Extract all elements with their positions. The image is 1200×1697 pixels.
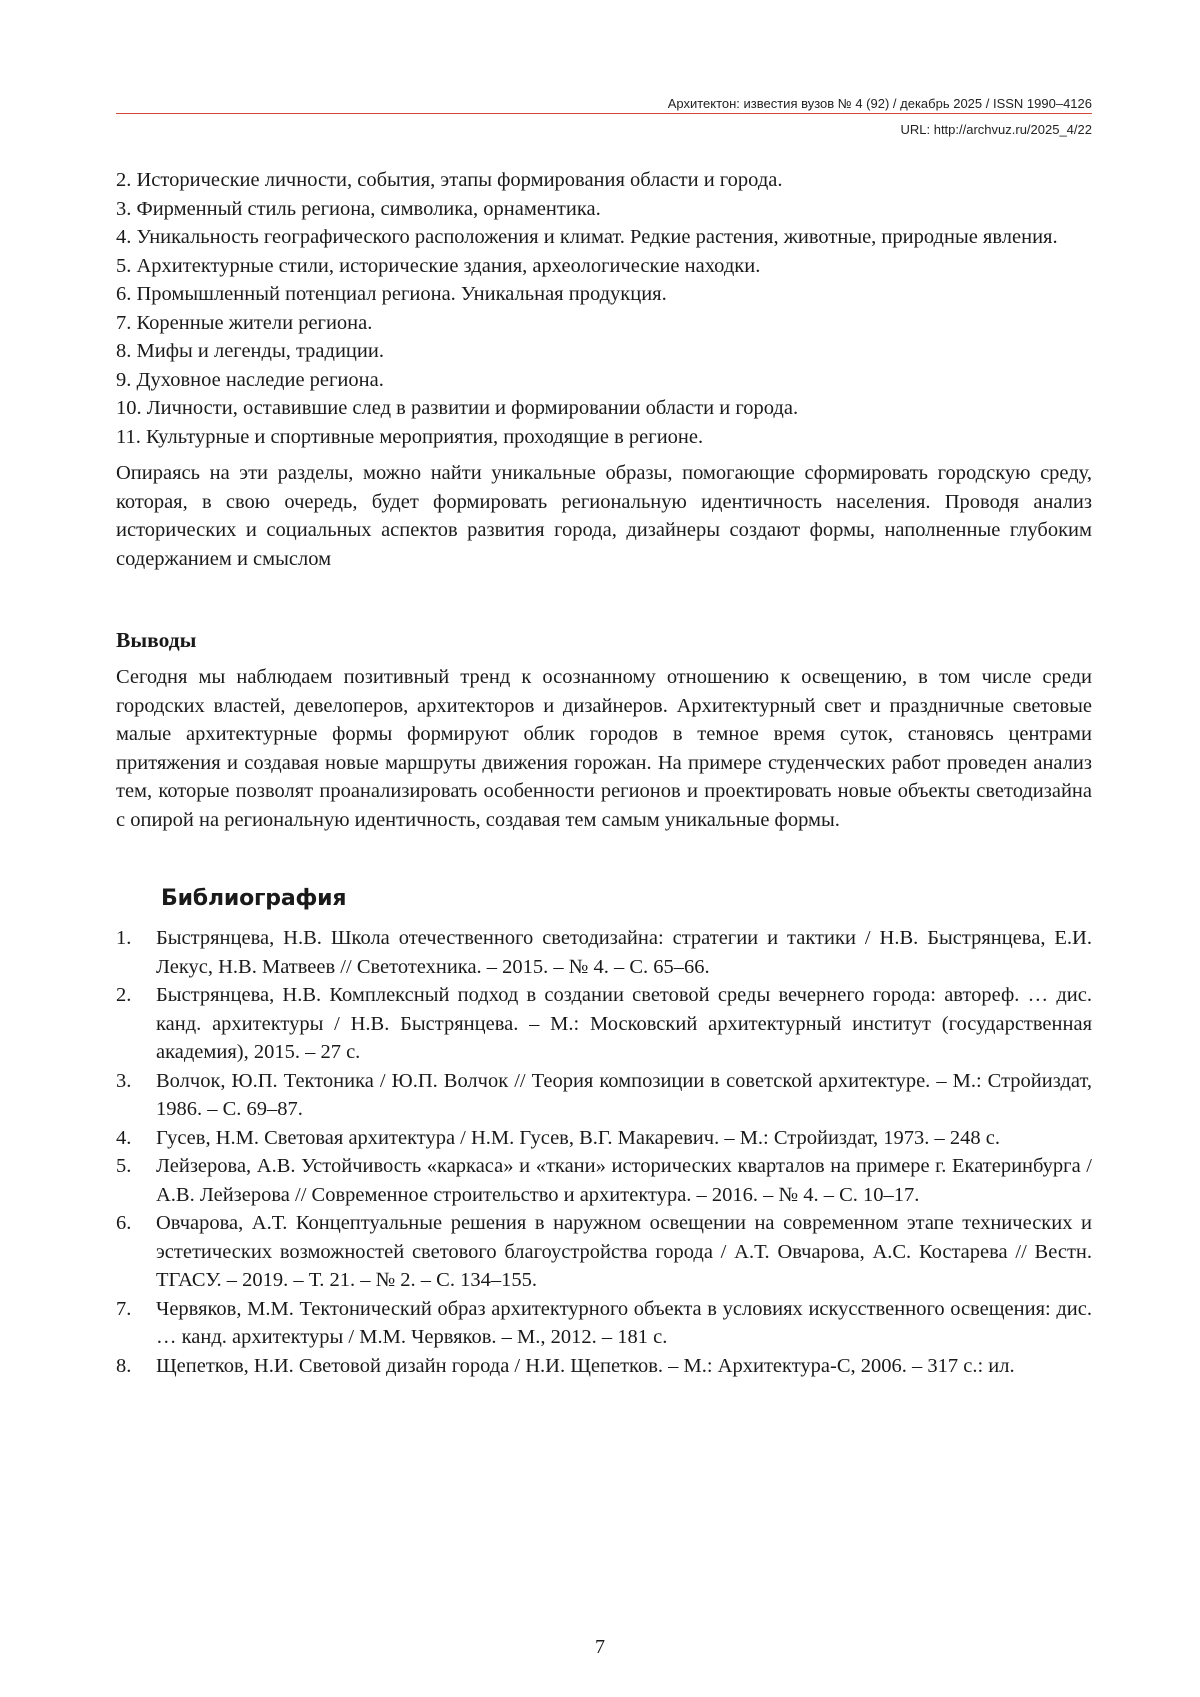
topics-list — [116, 166, 1092, 451]
bibliography-item-text: Гусев, Н.М. Световая архитектура / Н.М. Гусев, В.Г. Макаревич. – М.: Стройиздат, 1973. – 248 с. — [156, 1126, 1001, 1149]
bibliography-item-text: Быстрянцева, Н.В. Школа отечественного светодизайна: стратегии и тактики / Н.В. Быстрянцева, Е.И. Лекус, Н.В. Матвеев // Светотехника. – 2015. – № 4. – С. 65–66. — [156, 927, 1092, 978]
bibliography-item-number: 8. — [116, 1354, 132, 1377]
list-item: 11. Культурные и спортивные мероприятия, проходящие в регионе. — [116, 425, 704, 448]
list-item: 5. Архитектурные стили, исторические здания, археологические находки. — [116, 254, 761, 277]
list-item: 7. Коренные жители региона. — [116, 311, 373, 334]
bibliography-item — [116, 1352, 1092, 1381]
list-item: 9. Духовное наследие региона. — [116, 368, 384, 391]
list-item: 6. Промышленный потенциал региона. Уникальная продукция. — [116, 283, 667, 305]
article-url[interactable]: URL: http://archvuz.ru/2025_4/22 — [900, 122, 1092, 137]
bibliography-item — [116, 1295, 1092, 1352]
bibliography-item-number: 6. — [116, 1212, 132, 1234]
bibliography-heading: Библиография — [161, 886, 347, 911]
bibliography-item-number: 5. — [116, 1155, 132, 1177]
bibliography-item-text: Овчарова, А.Т. Концептуальные решения в наружном освещении на современном этапе технических и эстетических возможностей светового благоустройства города / А.Т. Овчарова, А.С. Костарева // Вестн. ТГАСУ. – 2019. – Т. 21. – № 2. – С. 134–155. — [156, 1212, 1092, 1291]
list-item: 3. Фирменный стиль региона, символика, орнаментика. — [116, 197, 601, 220]
bibliography-item-text: Червяков, М.М. Тектонический образ архитектурного объекта в условиях искусственного освещения: дис. … канд. архитектуры / М.М. Червяков. – М., 2012. – 181 с. — [156, 1297, 1092, 1348]
bibliography-list — [116, 924, 1092, 1380]
bibliography-item-number: 3. — [116, 1069, 132, 1092]
bibliography-item — [116, 1124, 1092, 1153]
list-item: 2. Исторические личности, события, этапы формирования области и города. — [116, 169, 783, 191]
list-item: 8. Мифы и легенды, традиции. — [116, 340, 384, 362]
bibliography-item-text: Лейзерова, А.В. Устойчивость «каркаса» и «ткани» исторических кварталов на примере г. Екатеринбурга / А.В. Лейзерова // Современное строительство и архитектура. – 2016. – № 4. – С. 10–17. — [156, 1155, 1092, 1206]
page-number: 7 — [595, 1636, 605, 1658]
body-paragraph: Опираясь на эти разделы, можно найти уникальные образы, помогающие сформировать городскую среду, которая, в свою очередь, будет формировать региональную идентичность населения. Проводя анализ исторических и социальных аспектов развития города, дизайнеры создают формы, наполненные глубоким содержанием и смыслом — [116, 462, 1092, 570]
list-item: 4. Уникальность географического расположения и климат. Редкие растения, животные, природные явления. — [116, 226, 1058, 248]
conclusions-paragraph: Сегодня мы наблюдаем позитивный тренд к осознанному отношению к освещению, в том числе среди городских властей, девелоперов, архитекторов и дизайнеров. Архитектурный свет и праздничные световые малые архитектурные формы формируют облик городов в темное время суток, становясь центрами притяжения и создавая новые маршруты движения горожан. На примере студенческих работ проведен анализ тем, которые позволят проанализировать особенности регионов и проектировать новые объекты светодизайна с опирой на региональную идентичность, создавая тем самым уникальные формы. — [116, 666, 1092, 831]
bibliography-item-number: 2. — [116, 984, 132, 1006]
list-item: 10. Личности, оставившие след в развитии и формировании области и города. — [116, 397, 799, 419]
conclusions-heading: Выводы — [116, 628, 197, 652]
bibliography-item — [116, 924, 1092, 981]
main-content — [116, 166, 1092, 1380]
running-header — [116, 96, 1092, 138]
bibliography-item-number: 7. — [116, 1297, 132, 1320]
bibliography-item-number: 1. — [116, 927, 132, 949]
journal-info: Архитектон: известия вузов № 4 (92) / декабрь 2025 / ISSN 1990–4126 — [667, 96, 1092, 111]
bibliography-item — [116, 1209, 1092, 1295]
bibliography-item-number: 4. — [116, 1126, 132, 1149]
bibliography-item — [116, 1067, 1092, 1124]
bibliography-item-text: Щепетков, Н.И. Световой дизайн города / Н.И. Щепетков. – М.: Архитектура-С, 2006. – 317 с.: ил. — [156, 1354, 1015, 1377]
bibliography-item-text: Волчок, Ю.П. Тектоника / Ю.П. Волчок // Теория композиции в советской архитектуре. – М.: Стройиздат, 1986. – С. 69–87. — [156, 1069, 1092, 1120]
bibliography-item — [116, 1152, 1092, 1209]
bibliography-item-text: Быстрянцева, Н.В. Комплексный подход в создании световой среды вечернего города: автореф. … дис. канд. архитектуры / Н.В. Быстрянцева. – М.: Московский архитектурный институт (государственная академия), 2015. – 27 с. — [156, 984, 1092, 1063]
bibliography-item — [116, 981, 1092, 1067]
header-divider — [116, 113, 1092, 114]
